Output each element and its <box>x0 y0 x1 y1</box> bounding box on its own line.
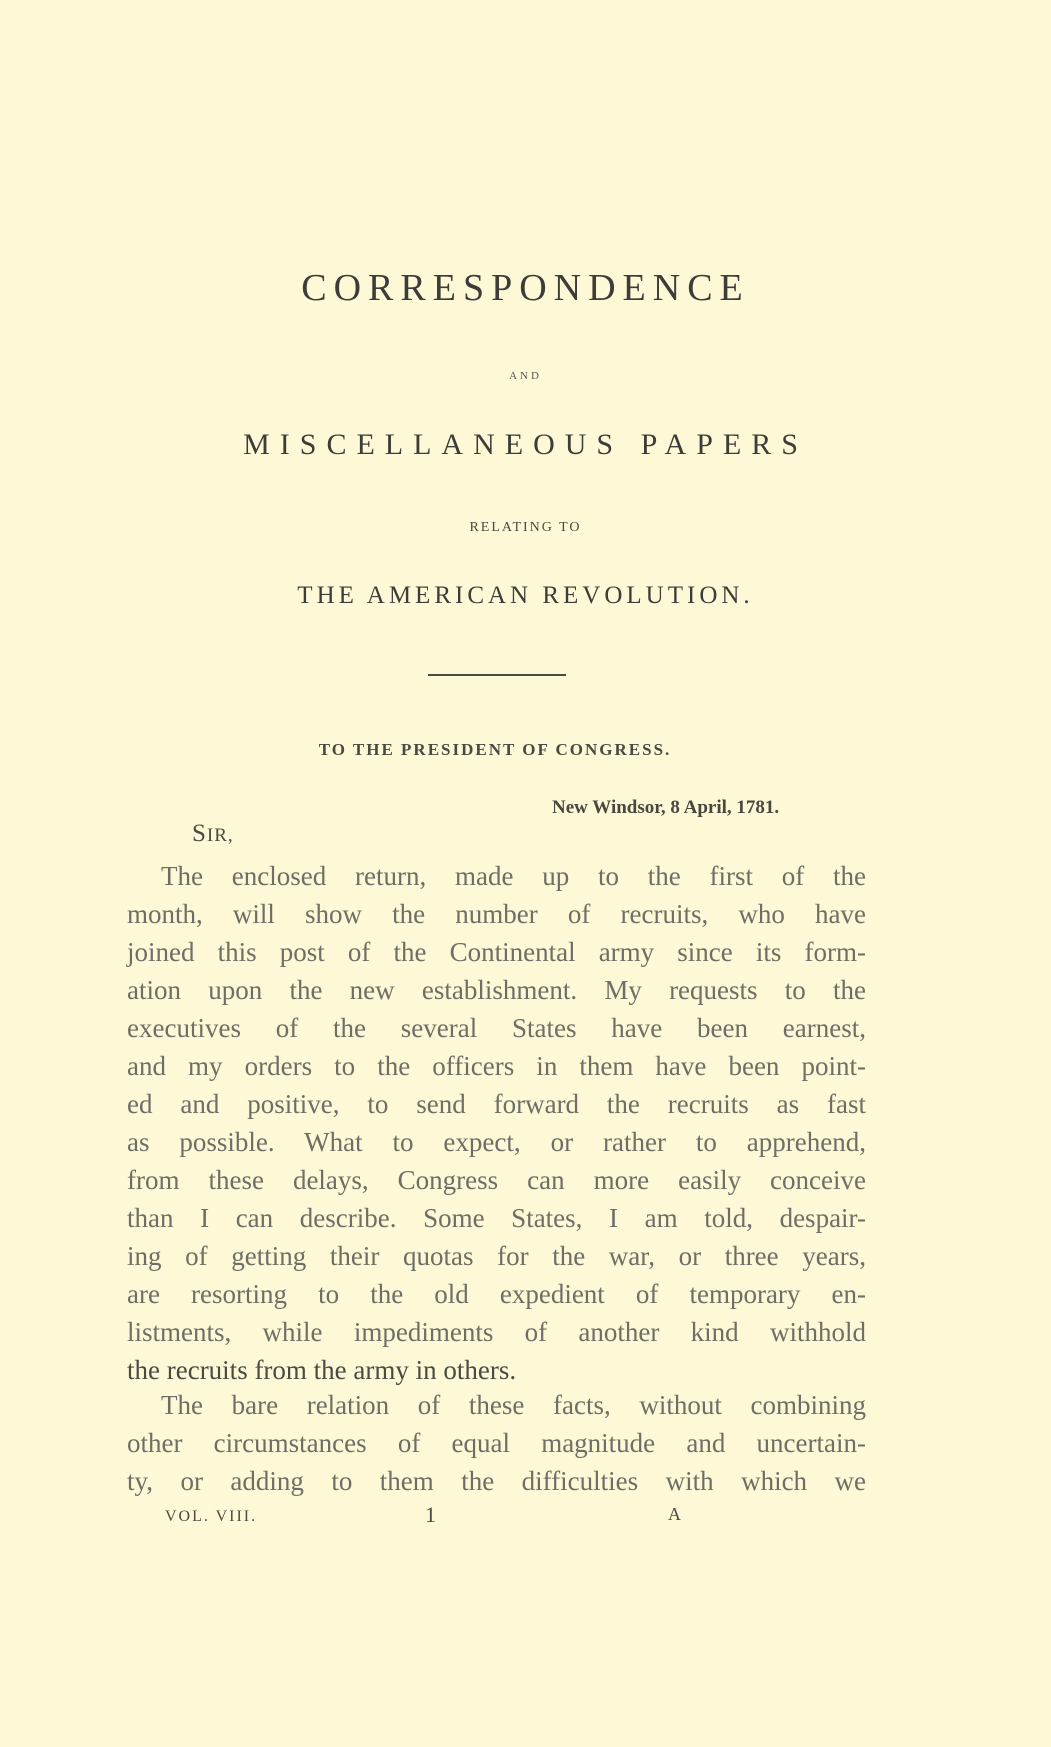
divider-rule <box>428 674 566 676</box>
paragraph-line: ation upon the new establishment. My requests to the <box>127 975 866 1005</box>
paragraph-line: ing of getting their quotas for the war, or three years, <box>127 1241 866 1271</box>
paragraph-line: The bare relation of these facts, without combining <box>161 1390 866 1420</box>
footer-page-number: 1 <box>425 1502 436 1527</box>
paragraph-line: joined this post of the Continental army since its form- <box>127 937 866 967</box>
title-subtitle: MISCELLANEOUS PAPERS <box>243 428 808 461</box>
letter-dateline: New Windsor, 8 April, 1781. <box>552 797 780 818</box>
paragraph-line: other circumstances of equal magnitude and uncertain- <box>127 1428 866 1458</box>
paragraph-line: listments, while impediments of another kind withhold <box>127 1317 866 1347</box>
title-subject: THE AMERICAN REVOLUTION. <box>297 582 754 609</box>
paragraph-line: The enclosed return, made up to the first of the <box>161 861 866 891</box>
paragraph-line: than I can describe. Some States, I am told, despair- <box>127 1203 866 1233</box>
footer-signature-mark: A <box>668 1504 681 1524</box>
letter-salutation <box>192 820 234 848</box>
paragraph-line: and my orders to the officers in them have been point- <box>127 1051 866 1081</box>
paragraph-line: month, will show the number of recruits, who have <box>127 899 866 929</box>
title-conjunction: AND <box>509 370 542 382</box>
title-relating: RELATING TO <box>469 520 582 535</box>
title-main: CORRESPONDENCE <box>301 267 750 309</box>
footer-volume: VOL. VIII. <box>165 1508 258 1525</box>
paragraph-line: are resorting to the old expedient of temporary en- <box>127 1279 866 1309</box>
paragraph-line: ty, or adding to them the difficulties with which we <box>127 1466 866 1496</box>
salutation-initial: S <box>192 820 207 847</box>
paragraph-line: from these delays, Congress can more easily conceive <box>127 1165 866 1195</box>
letter-paragraph-1 <box>127 857 866 1389</box>
letter-paragraph-2 <box>127 1386 866 1500</box>
paragraph-line: as possible. What to expect, or rather to apprehend, <box>127 1127 866 1157</box>
paragraph-line: ed and positive, to send forward the recruits as fast <box>127 1089 866 1119</box>
paragraph-line: the recruits from the army in others. <box>127 1355 517 1385</box>
salutation-rest: IR, <box>206 825 234 846</box>
paragraph-line: executives of the several States have been earnest, <box>127 1013 866 1043</box>
letter-heading: TO THE PRESIDENT OF CONGRESS. <box>318 740 672 759</box>
